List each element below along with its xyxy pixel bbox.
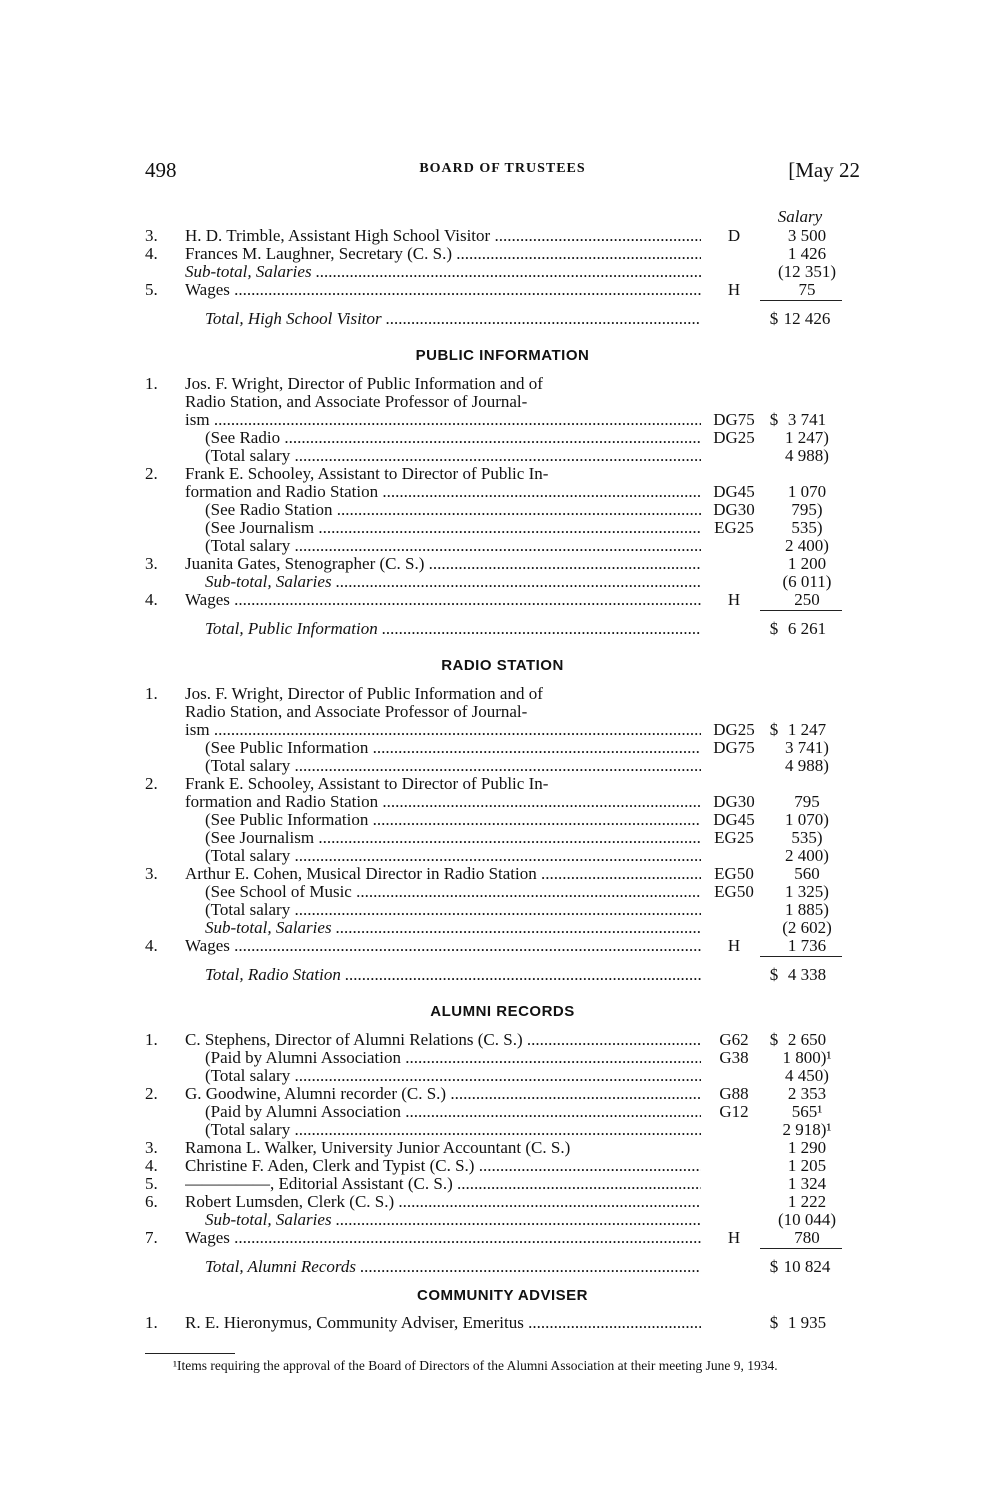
salary-amount: (6 011) [782, 572, 832, 591]
item-description [185, 1031, 701, 1049]
line-item [145, 591, 860, 609]
dollar-sign: $ [769, 720, 779, 739]
line-item [145, 883, 860, 901]
item-text: G. Goodwine, Alumni recorder (C. S.) [185, 1085, 447, 1103]
salary-amount: 3 741 [787, 410, 827, 429]
item-text: Wages [185, 937, 230, 955]
line-item [145, 411, 860, 429]
item-description [205, 1049, 701, 1067]
dollar-sign: $ [769, 1313, 779, 1332]
line-item [145, 573, 860, 591]
item-text: Juanita Gates, Stenographer (C. S.) [185, 555, 425, 573]
item-text: (Total salary [205, 1067, 291, 1085]
salary-amount: 6 261 [787, 619, 827, 638]
item-text: (See Public Information [205, 811, 369, 829]
salary-amount: 535) [791, 518, 823, 537]
item-text: (See Radio [205, 429, 281, 447]
item-text: Arthur E. Cohen, Musical Director in Radio Station [185, 865, 537, 883]
fund-code: EG25 [714, 828, 754, 847]
salary-amount: 10 824 [783, 1257, 831, 1276]
line-item [145, 429, 860, 447]
item-text: ism [185, 721, 210, 739]
item-number: 3. [145, 864, 158, 883]
item-description [205, 919, 701, 937]
salary-amount: 250 [794, 590, 820, 609]
item-description [205, 1211, 701, 1229]
section-heading: PUBLIC INFORMATION [415, 347, 590, 364]
fund-code: G88 [719, 1084, 749, 1103]
item-description [205, 310, 701, 328]
fund-code: DG30 [713, 500, 755, 519]
item-text: Christine F. Aden, Clerk and Typist (C. S.) [185, 1157, 475, 1175]
item-description [185, 775, 761, 793]
item-text: formation and Radio Station [185, 793, 379, 811]
salary-amount: 1 736 [787, 936, 827, 955]
salary-amount: 2 650 [787, 1030, 827, 1049]
item-text: Jos. F. Wright, Director of Public Information and of [185, 375, 543, 393]
salary-amount: 75 [798, 280, 816, 299]
line-item [145, 1139, 860, 1157]
salary-amount: (2 602) [782, 918, 832, 937]
item-description [205, 519, 701, 537]
fund-code: G38 [719, 1048, 749, 1067]
item-number: 4. [145, 590, 158, 609]
running-date: [May 22 [788, 158, 860, 182]
item-description [185, 411, 701, 429]
page-number: 498 [145, 158, 177, 182]
item-description [205, 429, 701, 447]
item-description [185, 1175, 701, 1193]
salary-amount: 1 205 [787, 1156, 827, 1175]
salary-amount: 1 290 [787, 1138, 827, 1157]
item-description [205, 537, 701, 555]
item-description [205, 620, 701, 638]
item-number: 1. [145, 1030, 158, 1049]
dollar-sign: $ [769, 619, 779, 638]
line-item [145, 263, 860, 281]
item-description [185, 1229, 701, 1247]
line-item [145, 1085, 860, 1103]
item-text: Total, Public Information [205, 620, 378, 638]
salary-amount: 795) [791, 500, 823, 519]
item-text: R. E. Hieronymus, Community Adviser, Emeritus [185, 1314, 524, 1332]
line-item [145, 966, 860, 984]
dollar-sign: $ [769, 309, 779, 328]
item-number: 1. [145, 684, 158, 703]
item-text: Robert Lumsden, Clerk (C. S.) [185, 1193, 395, 1211]
item-text: Frank E. Schooley, Assistant to Director of Public In- [185, 775, 549, 793]
fund-code: H [727, 936, 741, 955]
item-text: Sub-total, Salaries [205, 1211, 332, 1229]
item-number: 1. [145, 1313, 158, 1332]
line-item [145, 555, 860, 573]
line-item [145, 537, 860, 555]
item-description [185, 281, 701, 299]
salary-amount: 535) [791, 828, 823, 847]
item-text: —————, Editorial Assistant (C. S.) [185, 1175, 453, 1193]
line-item [145, 447, 860, 465]
item-text: Total, High School Visitor [205, 310, 382, 328]
footnote: ¹Items requiring the approval of the Board of Directors of the Alumni Association at their meeting June 9, 1934. [173, 1358, 778, 1373]
line-item [145, 919, 860, 937]
item-description [185, 263, 701, 281]
line-item [145, 1031, 860, 1049]
item-description [205, 901, 701, 919]
salary-amount: 1 324 [787, 1174, 827, 1193]
item-number: 1. [145, 374, 158, 393]
fund-code: H [727, 1228, 741, 1247]
line-item [145, 1157, 860, 1175]
salary-amount: 795 [794, 792, 820, 811]
fund-code: G62 [719, 1030, 749, 1049]
item-description [185, 1193, 701, 1211]
line-item [145, 937, 860, 955]
item-text: Radio Station, and Associate Professor of Journal- [185, 393, 528, 411]
item-description [205, 811, 701, 829]
item-text: (Total salary [205, 901, 291, 919]
item-text: Wages [185, 591, 230, 609]
item-text: (See Radio Station [205, 501, 333, 519]
line-item [145, 721, 860, 739]
salary-amount: 1 222 [787, 1192, 827, 1211]
item-description [205, 1067, 701, 1085]
line-item [145, 757, 860, 775]
item-number: 5. [145, 280, 158, 299]
item-description [185, 685, 761, 703]
fund-code: DG45 [713, 810, 755, 829]
dollar-sign: $ [769, 1030, 779, 1049]
line-item [145, 375, 860, 393]
line-item [145, 703, 860, 721]
salary-amount: 1 935 [787, 1313, 827, 1332]
fund-code: EG50 [714, 882, 754, 901]
item-text: (Paid by Alumni Association [205, 1103, 401, 1121]
item-text: Wages [185, 281, 230, 299]
line-item [145, 227, 860, 245]
salary-amount: 1 247) [785, 428, 829, 447]
item-description [185, 227, 701, 245]
item-description [185, 483, 701, 501]
item-description [205, 757, 701, 775]
salary-amount: 2 400) [785, 846, 829, 865]
item-text: (Total salary [205, 1121, 291, 1139]
fund-code: DG75 [713, 410, 755, 429]
salary-amount: 565¹ [791, 1102, 823, 1121]
item-text: (See School of Music [205, 883, 352, 901]
salary-amount: 3 500 [787, 226, 827, 245]
item-description [185, 721, 701, 739]
salary-amount: 1 325) [785, 882, 829, 901]
item-text: Total, Radio Station [205, 966, 341, 984]
salary-amount: 1 070 [787, 482, 827, 501]
section-heading: RADIO STATION [441, 657, 564, 674]
line-item [145, 483, 860, 501]
item-number: 2. [145, 1084, 158, 1103]
item-description [205, 1258, 701, 1276]
item-text: Ramona L. Walker, University Junior Accountant (C. S.) [185, 1139, 571, 1157]
running-title: BOARD OF TRUSTEES [419, 161, 586, 176]
salary-amount: 1 200 [787, 554, 827, 573]
line-item [145, 793, 860, 811]
item-description [185, 1314, 701, 1332]
salary-amount: 2 353 [787, 1084, 827, 1103]
item-text: Radio Station, and Associate Professor of Journal- [185, 703, 528, 721]
fund-code: EG25 [714, 518, 754, 537]
salary-amount: (12 351) [777, 262, 837, 281]
dollar-sign: $ [769, 410, 779, 429]
item-text: Sub-total, Salaries [205, 919, 332, 937]
line-item [145, 1314, 860, 1332]
item-text: ism [185, 411, 210, 429]
line-item [145, 393, 860, 411]
salary-amount: 3 741) [785, 738, 829, 757]
fund-code: H [727, 280, 741, 299]
item-text: Frances M. Laughner, Secretary (C. S.) [185, 245, 452, 263]
item-text: H. D. Trimble, Assistant High School Visitor [185, 227, 491, 245]
item-text: (Total salary [205, 757, 291, 775]
fund-code: G12 [719, 1102, 749, 1121]
fund-code: DG75 [713, 738, 755, 757]
item-description [205, 501, 701, 519]
line-item [145, 245, 860, 263]
total-rule [760, 956, 842, 957]
salary-amount: 2 400) [785, 536, 829, 555]
item-description [205, 966, 701, 984]
line-item [145, 501, 860, 519]
item-number: 4. [145, 244, 158, 263]
fund-code: DG30 [713, 792, 755, 811]
line-item [145, 1049, 860, 1067]
item-description [185, 1139, 761, 1157]
line-item [145, 281, 860, 299]
salary-amount: 4 338 [787, 965, 827, 984]
salary-amount: 1 426 [787, 244, 827, 263]
salary-column-heading: Salary [777, 207, 823, 226]
line-item [145, 847, 860, 865]
item-text: (See Journalism [205, 519, 315, 537]
item-number: 2. [145, 774, 158, 793]
item-text: Frank E. Schooley, Assistant to Director of Public In- [185, 465, 549, 483]
item-text: (Total salary [205, 847, 291, 865]
item-description [185, 937, 701, 955]
fund-code: EG50 [714, 864, 754, 883]
item-text: (See Journalism [205, 829, 315, 847]
total-rule [760, 1248, 842, 1249]
salary-amount: 12 426 [783, 309, 831, 328]
item-description [185, 793, 701, 811]
salary-amount: 1 247 [787, 720, 827, 739]
salary-amount: 4 450) [785, 1066, 829, 1085]
item-description [205, 883, 701, 901]
salary-amount: 4 988) [785, 756, 829, 775]
line-item [145, 620, 860, 638]
line-item [145, 1121, 860, 1139]
line-item [145, 1067, 860, 1085]
total-rule [760, 300, 842, 301]
dollar-sign: $ [769, 965, 779, 984]
item-description [205, 847, 701, 865]
item-description [205, 829, 701, 847]
line-item [145, 1229, 860, 1247]
page-header [145, 158, 860, 188]
fund-code: D [727, 226, 741, 245]
fund-code: H [727, 590, 741, 609]
item-text: Sub-total, Salaries [205, 573, 332, 591]
salary-amount: 4 988) [785, 446, 829, 465]
item-description [205, 573, 701, 591]
item-number: 4. [145, 936, 158, 955]
line-item [145, 829, 860, 847]
item-description [185, 375, 761, 393]
line-item [145, 1258, 860, 1276]
salary-amount: (10 044) [777, 1210, 837, 1229]
line-item [145, 1175, 860, 1193]
line-item [145, 1211, 860, 1229]
item-text: formation and Radio Station [185, 483, 379, 501]
line-item [145, 1193, 860, 1211]
item-description [185, 1157, 701, 1175]
item-text: (Total salary [205, 537, 291, 555]
footnote-rule [145, 1353, 235, 1354]
line-item [145, 310, 860, 328]
item-description [185, 245, 701, 263]
salary-amount: 1 800)¹ [782, 1048, 832, 1067]
item-text: (Total salary [205, 447, 291, 465]
item-description [185, 1085, 701, 1103]
item-description [185, 703, 761, 721]
item-description [205, 447, 701, 465]
item-description [185, 393, 761, 411]
item-text: Total, Alumni Records [205, 1258, 356, 1276]
total-rule [760, 610, 842, 611]
item-description [205, 1121, 701, 1139]
section-heading: ALUMNI RECORDS [430, 1003, 575, 1020]
dollar-sign: $ [769, 1257, 779, 1276]
line-item [145, 465, 860, 483]
item-number: 4. [145, 1156, 158, 1175]
line-item [145, 1103, 860, 1121]
item-number: 6. [145, 1192, 158, 1211]
line-item [145, 775, 860, 793]
item-description [185, 865, 701, 883]
salary-amount: 780 [794, 1228, 820, 1247]
item-number: 7. [145, 1228, 158, 1247]
item-number: 3. [145, 1138, 158, 1157]
line-item [145, 901, 860, 919]
item-number: 5. [145, 1174, 158, 1193]
item-description [205, 739, 701, 757]
line-item [145, 865, 860, 883]
item-number: 3. [145, 554, 158, 573]
fund-code: DG25 [713, 428, 755, 447]
item-text: C. Stephens, Director of Alumni Relations (C. S.) [185, 1031, 523, 1049]
section-heading: COMMUNITY ADVISER [416, 1287, 588, 1304]
item-number: 3. [145, 226, 158, 245]
item-text: Sub-total, Salaries [185, 263, 312, 281]
item-description [205, 1103, 701, 1121]
line-item [145, 739, 860, 757]
line-item [145, 685, 860, 703]
fund-code: DG25 [713, 720, 755, 739]
item-text: (Paid by Alumni Association [205, 1049, 401, 1067]
item-description [185, 591, 701, 609]
item-text: Jos. F. Wright, Director of Public Information and of [185, 685, 543, 703]
line-item [145, 811, 860, 829]
fund-code: DG45 [713, 482, 755, 501]
item-text: (See Public Information [205, 739, 369, 757]
salary-amount: 560 [794, 864, 820, 883]
item-description [185, 555, 701, 573]
item-text: Wages [185, 1229, 230, 1247]
item-number: 2. [145, 464, 158, 483]
salary-amount: 1 070) [785, 810, 829, 829]
item-description [185, 465, 761, 483]
salary-amount: 1 885) [785, 900, 829, 919]
salary-amount: 2 918)¹ [782, 1120, 832, 1139]
line-item [145, 519, 860, 537]
